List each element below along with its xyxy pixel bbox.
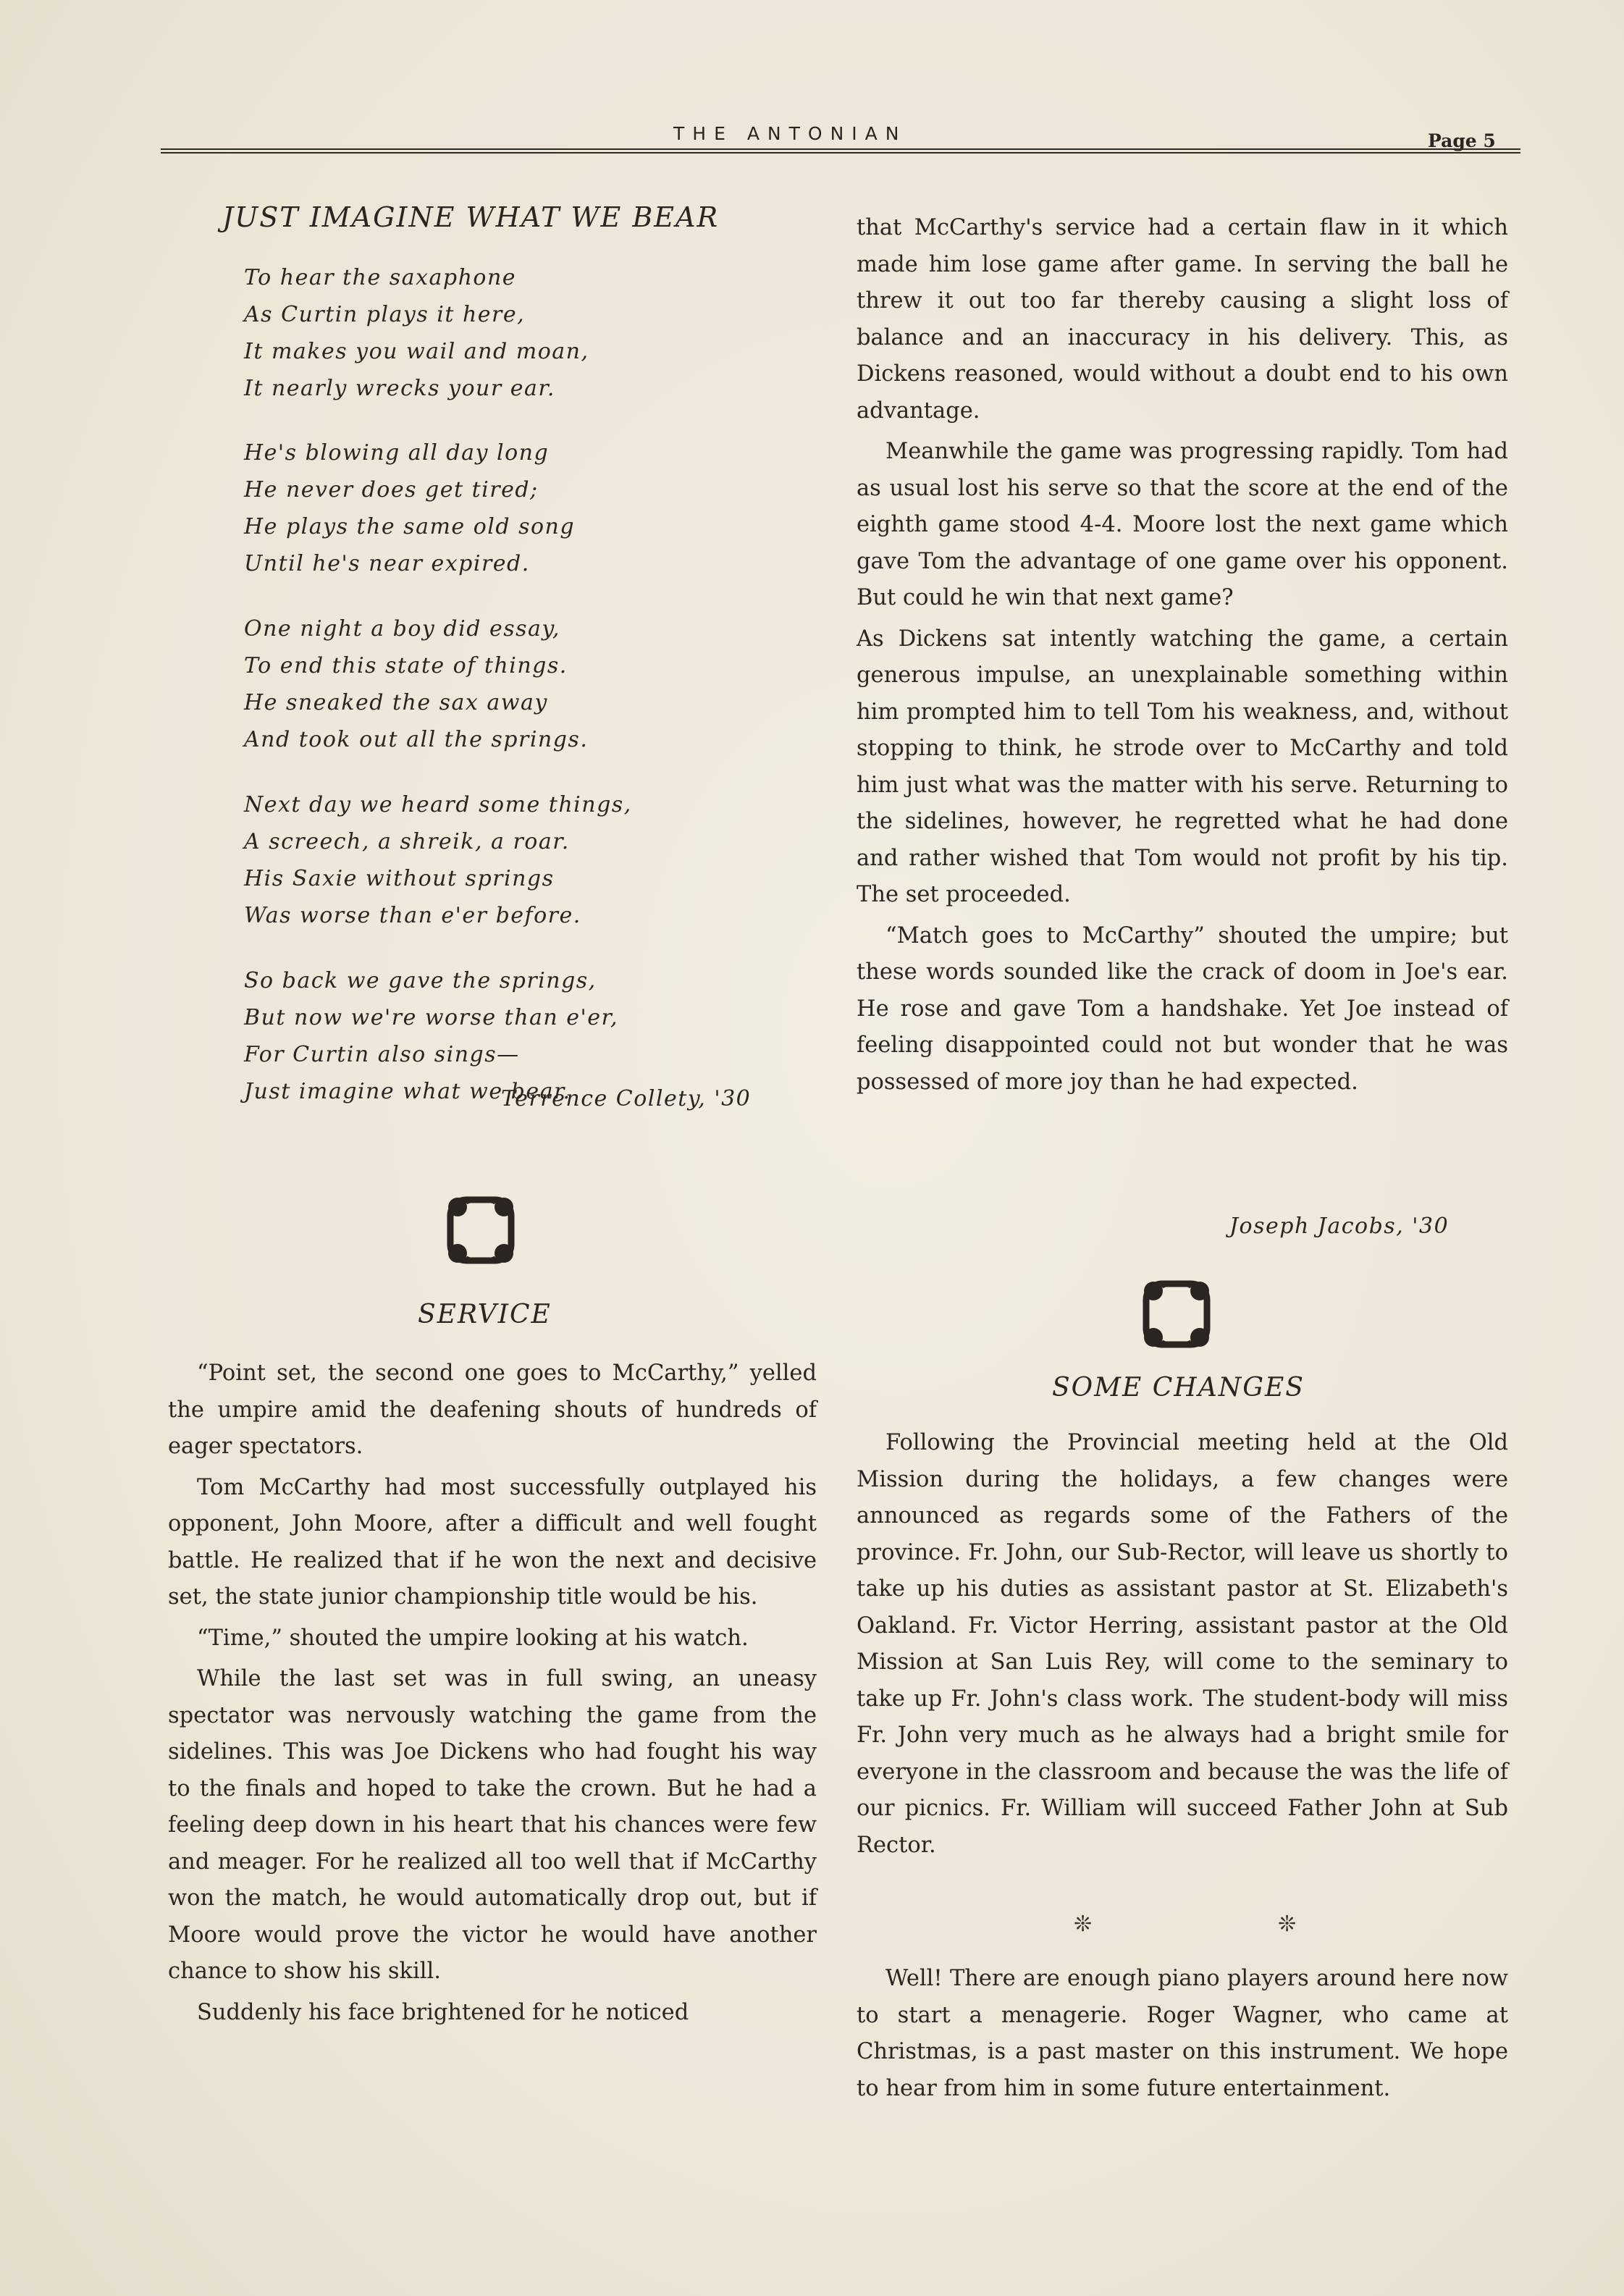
- poem-line: He sneaked the sax away: [244, 690, 548, 715]
- poem-line: As Curtin plays it here,: [244, 302, 526, 327]
- poem-line: So back we gave the springs,: [244, 968, 597, 993]
- paragraph: Meanwhile the game was progressing rapidly. Tom had as usual lost his serve so that the score at the end of the eighth game stood 4-4. Moore lost the next game which gave Tom the advantage of one game over his opponent. But could he win that next game?: [857, 439, 1508, 610]
- service-text-right: [857, 210, 1508, 1101]
- service-text-left: [168, 1355, 817, 2031]
- poem-line: He's blowing all day long: [244, 440, 550, 466]
- poem-author: Terrence Collety, '30: [501, 1086, 752, 1111]
- poem-line: A screech, a shreik, a roar.: [244, 829, 570, 854]
- changes-title: SOME CHANGES: [1052, 1373, 1305, 1403]
- paragraph: that McCarthy's service had a certain flaw in it which made him lose game after game. In serving the ball he threw it out too far thereby causing a slight loss of balance and an inaccuracy in his delivery. This, as Dickens reasoned, would without a doubt end to his own advantage.: [857, 215, 1508, 424]
- poem-stanza-3: [244, 610, 588, 758]
- ornament-icon: [443, 1193, 518, 1268]
- service-author: Joseph Jacobs, '30: [1229, 1214, 1450, 1239]
- poem-line: But now we're worse than e'er,: [244, 1005, 619, 1030]
- paragraph: Well! There are enough piano players around here now to start a menagerie. Roger Wagner, who came at Christmas, is a past master on this instrument. We hope to hear from him in some future entertainment.: [857, 1966, 1508, 2101]
- paragraph: Suddenly his face brightened for he noticed: [197, 1999, 689, 2025]
- masthead: THE ANTONIAN: [673, 123, 907, 144]
- poem-line: For Curtin also sings—: [244, 1042, 520, 1067]
- poem-line: And took out all the springs.: [244, 727, 589, 752]
- poem-line: Next day we heard some things,: [244, 792, 632, 817]
- paragraph: “Point set, the second one goes to McCarthy,” yelled the umpire amid the deafening shouts of hundreds of eager spectators.: [168, 1361, 817, 1459]
- paragraph: As Dickens sat intently watching the game, a certain generous impulse, an unexplainable something within him prompted him to tell Tom his weakness, and, without stopping to think, he strode over to McCarthy and told him just what was the matter with his serve. Returning to the sidelines, however, he regretted what he had done and rather wished that Tom would not profit by his tip. The set proceeded.: [857, 626, 1508, 907]
- poem-line: One night a boy did essay,: [244, 616, 560, 642]
- poem-stanza-4: [244, 786, 632, 934]
- piano-text: [857, 1961, 1508, 2107]
- poem-line: It nearly wrecks your ear.: [244, 376, 555, 401]
- page-number: Page 5: [1428, 130, 1496, 151]
- service-title: SERVICE: [418, 1300, 552, 1329]
- poem-stanza-2: [244, 434, 575, 582]
- paragraph: “Match goes to McCarthy” shouted the umpire; but these words sounded like the crack of doom in Joe's ear. He rose and gave Tom a handshake. Yet Joe instead of feeling disappointed could not but wonder that he was possessed of more joy than he had expected.: [857, 922, 1508, 1095]
- poem-line: Was worse than e'er before.: [244, 903, 581, 928]
- poem-line: He never does get tired;: [244, 477, 539, 502]
- paragraph: Following the Provincial meeting held at the Old Mission during the holidays, a few changes were announced as regards some of the Fathers of the province. Fr. John, our Sub-Rector, will leave us shortly to take up his duties as assistant pastor at St. Elizabeth's Oakland. Fr. Victor Herring, assistant pastor at the Old Mission at San Luis Rey, will come to the seminary to take up Fr. John's class work. The student-body will miss Fr. John very much as he always had a bright smile for everyone in the classroom and because the was the life of our picnics. Fr. William will succeed Father John at Sub Rector.: [857, 1430, 1508, 1858]
- poem-stanza-1: [244, 259, 589, 407]
- poem-title: JUST IMAGINE WHAT WE BEAR: [222, 201, 720, 233]
- ornament-icon: [1139, 1277, 1214, 1352]
- paragraph: While the last set was in full swing, an uneasy spectator was nervously watching the game from the sidelines. This was Joe Dickens who had fought his way to the finals and hoped to take the crown. But he had a feeling deep down in his heart that his chances were few and meager. For he realized all too well that if McCarthy won the match, he would automatically drop out, but if Moore would prove the victor he would have another chance to show his skill.: [168, 1666, 817, 1984]
- poem-line: He plays the same old song: [244, 514, 576, 539]
- poem-line: Until he's near expired.: [244, 551, 530, 576]
- changes-text: [857, 1425, 1508, 1864]
- divider-icon: ❊: [1074, 1912, 1093, 1937]
- poem-line: It makes you wail and moan,: [244, 339, 589, 364]
- poem-line: To hear the saxaphone: [244, 265, 517, 290]
- poem-line: Just imagine what we bear.: [244, 1079, 571, 1104]
- header-rule: [161, 148, 1520, 154]
- poem-line: His Saxie without springs: [244, 866, 555, 891]
- poem-line: To end this state of things.: [244, 653, 568, 678]
- paragraph: “Time,” shouted the umpire looking at his watch.: [197, 1625, 749, 1651]
- paragraph: Tom McCarthy had most successfully outplayed his opponent, John Moore, after a difficult and well fought battle. He realized that if he won the next and decisive set, the state junior championship title would be his.: [168, 1474, 817, 1610]
- divider-icon: ❊: [1278, 1912, 1297, 1937]
